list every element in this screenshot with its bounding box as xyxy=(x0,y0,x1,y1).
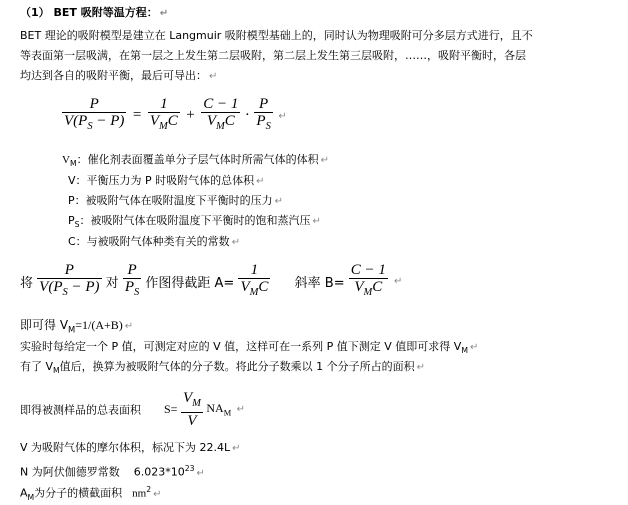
surface-tail-sub: M xyxy=(223,408,232,418)
def-ps-symbol: P xyxy=(68,214,75,227)
plot-b-den xyxy=(349,279,388,301)
lhs-den-rest: − P) xyxy=(92,113,125,129)
plot-frac2-num: P xyxy=(123,262,141,279)
lhs-den-sub: S xyxy=(87,121,93,132)
lhs-den-v: V xyxy=(64,113,74,129)
plot-b-den-c: C xyxy=(372,279,383,295)
plot-slope-label: 斜率 B= xyxy=(294,276,345,291)
equals-sign: = xyxy=(132,107,142,123)
derive-2-sub: M xyxy=(461,346,468,356)
def-vm-symbol: V xyxy=(62,154,70,166)
plot-frac-a xyxy=(238,262,270,301)
term1-den-sub: M xyxy=(159,121,168,132)
derive-3-b: 值后，换算为被吸附气体的分子数。将此分子数乘以 1 个分子所占的面积 xyxy=(59,360,415,373)
plot-frac2-den-p: P xyxy=(124,279,134,295)
note-n-value: 6.023*10 xyxy=(133,465,185,479)
plot-frac1-den-sub: S xyxy=(62,287,68,298)
note-n-text: N 为阿伏伽德罗常数 xyxy=(20,465,120,479)
paragraph-mark: ↵ xyxy=(231,237,241,248)
surface-num-sub: M xyxy=(192,398,201,409)
plot-a-den-sub: M xyxy=(249,287,259,298)
surface-label: 即得被测样品的总表面积 xyxy=(20,403,141,417)
def-v xyxy=(68,173,265,188)
def-p xyxy=(68,193,283,208)
plot-a-den-c: C xyxy=(258,279,269,295)
note-n-exp: 23 xyxy=(184,464,195,473)
surface-num xyxy=(181,390,203,413)
paragraph-mark: ↵ xyxy=(236,404,246,415)
paragraph-mark: ↵ xyxy=(278,110,287,122)
def-c xyxy=(68,234,240,249)
term3-den-sub: S xyxy=(265,121,271,132)
paragraph-mark: ↵ xyxy=(124,321,134,332)
plus-sign: + xyxy=(186,107,195,123)
bet-equation xyxy=(62,96,287,135)
intro-text-2: 等表面第一层吸满，在第一层之上发生第二层吸附，第二层上发生第三层吸附，……，吸附平衡时，各层 xyxy=(20,49,526,62)
term1-den-c: C xyxy=(167,113,178,129)
term2-den-v: V xyxy=(206,113,217,129)
paragraph-mark: ↵ xyxy=(159,8,169,19)
surface-den: V xyxy=(187,413,197,429)
term2-den-c: C xyxy=(224,113,235,129)
plot-intercept-label: 作图得截距 A= xyxy=(145,276,235,291)
def-ps-sub: S xyxy=(74,220,80,230)
plot-a-den-v: V xyxy=(240,279,250,295)
lhs-denominator xyxy=(62,113,126,135)
derive-3-a: 有了 V xyxy=(20,360,54,373)
derive-2-a: 实验时每给定一个 P 值，可测定对应的 V 值，这样可在一系列 P 值下测定 V 值即可求得 V xyxy=(20,340,462,353)
lhs-fraction xyxy=(62,96,126,135)
plot-instruction xyxy=(20,262,402,301)
plot-frac1-den-p: (P xyxy=(48,279,63,295)
surface-tail-na: NA xyxy=(206,401,224,416)
plot-frac2-den xyxy=(123,279,141,301)
plot-b-den-v: V xyxy=(354,279,364,295)
def-vm xyxy=(62,152,329,167)
plot-jiang: 将 xyxy=(20,276,34,291)
paragraph-mark: ↵ xyxy=(196,467,205,479)
note-am-exp: 2 xyxy=(146,485,152,494)
plot-frac-1 xyxy=(37,262,101,301)
def-ps-text: ：被吸附气体在吸附温度下平衡时的饱和蒸汽压 xyxy=(79,214,311,227)
plot-a-den xyxy=(238,279,270,301)
lhs-numerator: P xyxy=(62,96,126,113)
term2-den-sub: M xyxy=(216,121,225,132)
paragraph-mark: ↵ xyxy=(320,155,329,166)
derive-1-a: 即可得 V xyxy=(20,318,69,332)
plot-frac1-den-v: V xyxy=(39,279,49,295)
surface-area-line xyxy=(20,390,245,429)
heading-text: （1） BET 吸附等温方程： xyxy=(20,6,158,19)
paragraph-mark: ↵ xyxy=(256,176,265,187)
plot-b-num: C − 1 xyxy=(350,262,386,278)
derive-1-sub: M xyxy=(68,324,76,335)
plot-frac1-num: P xyxy=(37,262,101,279)
plot-dui: 对 xyxy=(105,276,119,291)
def-v-text: V：平衡压力为 P 时吸附气体的总体积 xyxy=(68,174,255,187)
def-vm-text: ：催化剂表面覆盖单分子层气体时所需气体的体积 xyxy=(76,153,319,166)
derive-3-sub: M xyxy=(53,366,60,376)
term1-numerator: 1 xyxy=(148,96,180,113)
note-am-text: 为分子的横截面积 xyxy=(34,486,123,500)
term3-den-p: P xyxy=(256,113,266,129)
term1-den-v: V xyxy=(149,113,160,129)
plot-frac-b xyxy=(349,262,388,301)
note-n xyxy=(20,461,205,479)
paragraph-mark: ↵ xyxy=(312,216,321,227)
dot-sign: · xyxy=(244,107,250,123)
intro-line-2 xyxy=(20,48,526,63)
paragraph-mark: ↵ xyxy=(274,196,284,207)
surface-num-v: V xyxy=(182,390,193,406)
note-am-unit: nm xyxy=(132,487,147,500)
derive-line-2 xyxy=(20,339,478,354)
intro-line-3 xyxy=(20,68,217,83)
plot-frac-2 xyxy=(123,262,141,301)
paragraph-mark: ↵ xyxy=(153,488,162,500)
intro-text-3: 均达到各自的吸附平衡，最后可导出： xyxy=(20,69,207,82)
plot-frac1-den xyxy=(37,279,101,301)
paragraph-mark: ↵ xyxy=(394,276,403,287)
note-am-sub: M xyxy=(27,492,35,502)
plot-b-den-sub: M xyxy=(363,287,373,298)
paragraph-mark: ↵ xyxy=(232,443,241,454)
paragraph-mark: ↵ xyxy=(209,71,218,82)
paragraph-mark: ↵ xyxy=(416,362,426,373)
derive-line-1 xyxy=(20,318,133,333)
section-heading xyxy=(20,5,168,20)
term2-denominator xyxy=(201,113,240,135)
surface-s-eq: S= xyxy=(164,402,178,416)
term1-fraction xyxy=(148,96,180,135)
derive-line-3 xyxy=(20,359,425,374)
term3-numerator: P xyxy=(254,96,272,113)
surface-fraction xyxy=(181,390,203,429)
def-vm-sub: M xyxy=(69,159,77,169)
plot-a-num: 1 xyxy=(238,262,270,279)
term3-fraction xyxy=(254,96,272,135)
lhs-den-p: (P xyxy=(73,113,88,129)
note-am xyxy=(20,482,162,502)
surface-tail xyxy=(206,401,232,418)
def-p-text: P：被吸附气体在吸附温度下平衡时的压力 xyxy=(68,194,273,207)
note-am-a: A xyxy=(20,486,28,500)
def-c-text: C：与被吸附气体种类有关的常数 xyxy=(68,235,230,248)
term1-denominator xyxy=(148,113,180,135)
intro-line-1 xyxy=(20,28,533,43)
def-ps xyxy=(68,213,321,228)
plot-frac2-den-sub: S xyxy=(134,287,140,298)
plot-frac1-den-rest: − P) xyxy=(67,279,100,295)
note-v xyxy=(20,440,241,455)
term2-fraction xyxy=(201,96,240,135)
intro-text-1: BET 理论的吸附模型是建立在 Langmuir 吸附模型基础上的，同时认为物理吸附可分多层方式进行，且不 xyxy=(20,29,533,42)
paragraph-mark: ↵ xyxy=(469,342,479,353)
derive-1-b: =1/(A+B) xyxy=(75,318,123,332)
note-v-text: V 为吸附气体的摩尔体积，标况下为 22.4L xyxy=(20,441,231,454)
term2-numerator: C − 1 xyxy=(203,96,239,112)
term3-denominator xyxy=(254,113,272,135)
